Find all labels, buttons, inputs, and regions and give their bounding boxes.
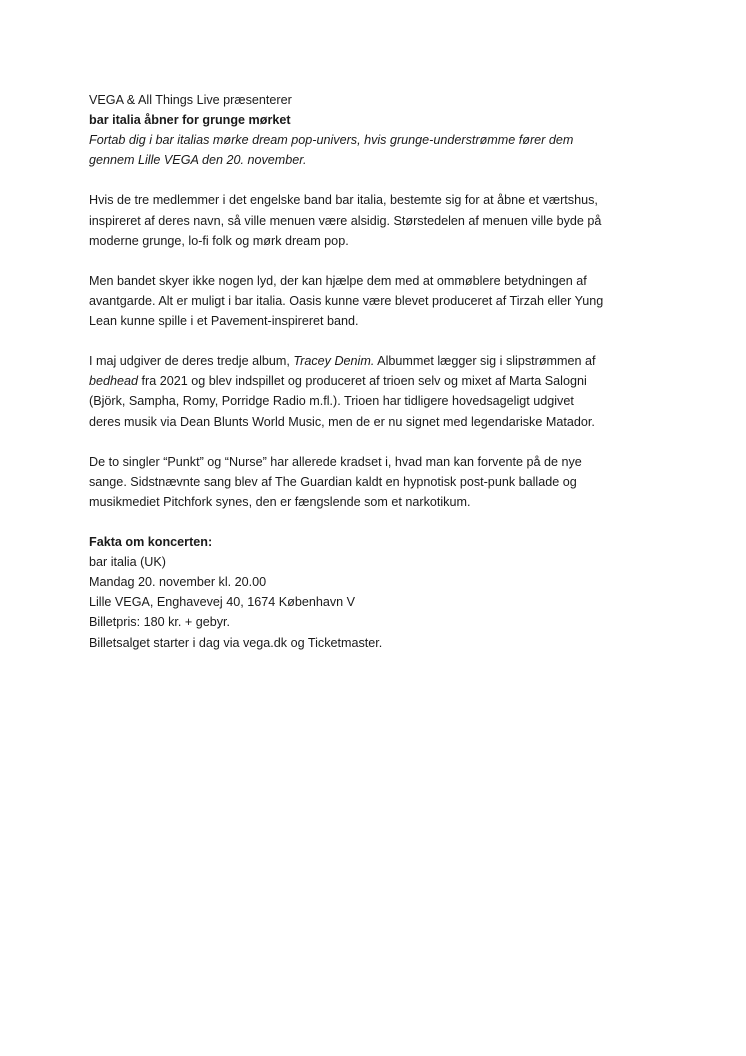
facts-heading: Fakta om koncerten:	[89, 535, 213, 550]
paragraph-line	[89, 371, 689, 391]
paragraph-gap	[89, 170, 689, 190]
paragraph-gap	[89, 432, 689, 452]
paragraph-gap	[89, 331, 689, 351]
paragraph-line: avantgarde. Alt er muligt i bar italia. Oasis kunne være blevet produceret af Tirzah eller Yung	[89, 293, 604, 308]
album-title-bedhead: bedhead	[89, 374, 139, 389]
paragraph-line: De to singler “Punkt” og “Nurse” har allerede kradset i, hvad man kan forvente på de nye	[89, 454, 582, 469]
paragraph-line: inspireret af deres navn, så ville menuen være alsidig. Størstedelen af menuen ville byde på	[89, 213, 602, 228]
paragraph-line: sange. Sidstnævnte sang blev af The Guardian kaldt en hypnotisk post-punk ballade og	[89, 474, 577, 489]
paragraph-line: Hvis de tre medlemmer i det engelske band bar italia, bestemte sig for at åbne et værtshus,	[89, 193, 598, 208]
paragraph-gap	[89, 251, 689, 271]
paragraph-line: musikmediet Pitchfork synes, den er fængslende som et narkotikum.	[89, 494, 471, 509]
album-title-tracey-denim: Tracey Denim.	[293, 354, 375, 369]
album-text: Albummet lægger sig i slipstrømmen af	[374, 354, 596, 369]
paragraph-line: moderne grunge, lo-fi folk og mørk dream pop.	[89, 233, 349, 248]
paragraph-line: Men bandet skyer ikke nogen lyd, der kan hjælpe dem med at ommøblere betydningen af	[89, 273, 587, 288]
paragraph-line: (Björk, Sampha, Romy, Porridge Radio m.fl.). Trioen har tidligere hovedsageligt udgivet	[89, 394, 574, 409]
presenter-line: VEGA & All Things Live præsenterer	[89, 93, 292, 107]
paragraph-band-intro	[89, 190, 689, 250]
facts-date: Mandag 20. november kl. 20.00	[89, 575, 267, 590]
paragraph-singles	[89, 452, 689, 512]
album-text: fra 2021 og blev indspillet og produceret af trioen selv og mixet af Marta Salogni	[138, 374, 587, 389]
subheadline-line-1: Fortab dig i bar italias mørke dream pop-univers, hvis grunge-understrømme fører dem	[89, 133, 574, 148]
subheadline-line-2: gennem Lille VEGA den 20. november.	[89, 153, 307, 168]
facts-artist: bar italia (UK)	[89, 555, 166, 570]
headline: bar italia åbner for grunge mørket	[89, 113, 291, 128]
album-text: I maj udgiver de deres tredje album,	[89, 354, 294, 369]
facts-price: Billetpris: 180 kr. + gebyr.	[89, 615, 231, 630]
paragraph-line: deres musik via Dean Blunts World Music, men de er nu signet med legendariske Matador.	[89, 414, 595, 429]
paragraph-line	[89, 351, 689, 371]
facts-tickets: Billetsalget starter i dag via vega.dk og Ticketmaster.	[89, 635, 383, 650]
press-release-document	[89, 90, 689, 653]
paragraph-gap	[89, 512, 689, 532]
paragraph-line: Lean kunne spille i et Pavement-inspireret band.	[89, 314, 359, 329]
facts-venue: Lille VEGA, Enghavevej 40, 1674 København V	[89, 595, 356, 610]
paragraph-album	[89, 351, 689, 431]
paragraph-avantgarde	[89, 271, 689, 331]
facts-section	[89, 532, 689, 653]
